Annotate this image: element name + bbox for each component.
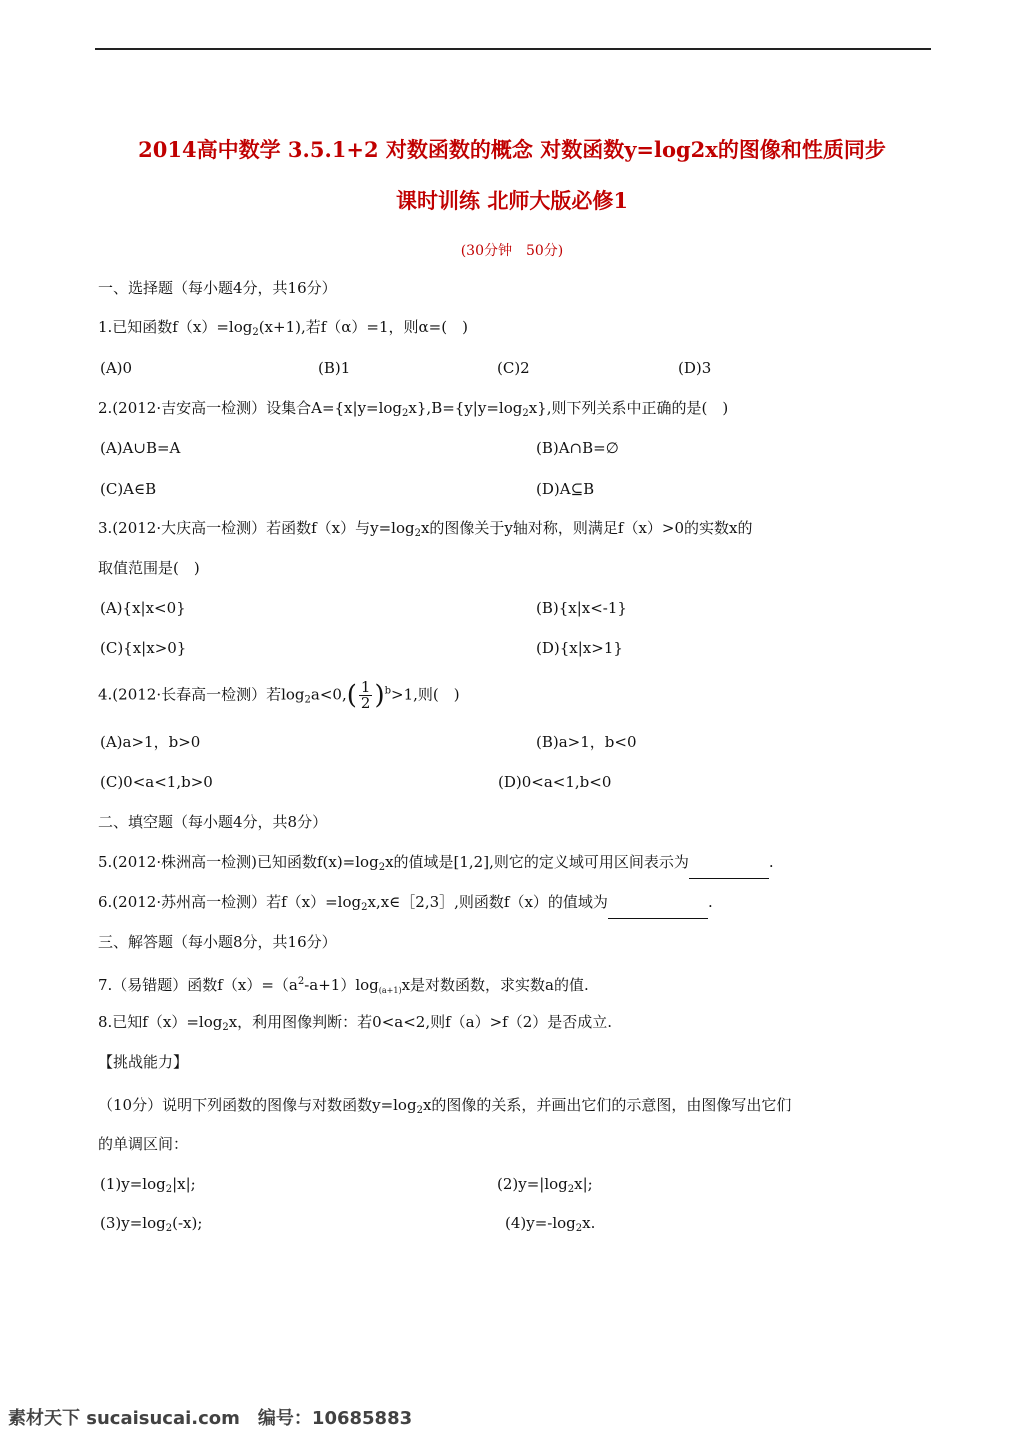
q3-option-b: (B){x|x<-1}	[536, 599, 627, 617]
q1-stem: 1.已知函数$f(x)=\log_2(x+1)$,若f（α）=1，则α=( )	[98, 318, 468, 338]
q5-stem: 5.(2012·株洲高一检测)已知函数$f(x)=\log_2x$的值域是[1,2],则它的定义域可用区间表示为 .	[98, 851, 774, 879]
q2-option-b: (B)A∩B=∅	[536, 439, 619, 457]
challenge-intro: （10分）说明下列函数的图像与对数函数$y=\log_2x$的图像的关系，并画出它们的示意图，由图像写出它们	[98, 1096, 792, 1116]
q3-option-c: (C){x|x>0}	[100, 639, 187, 657]
answer-blank	[689, 862, 769, 879]
challenge-item-4: $(4)y=-\log_2x$.	[505, 1214, 596, 1234]
q4-option-d: (D)0<a<1,b<0	[498, 773, 612, 791]
q8-stem: 8.已知$f(x)=\log_2x$，利用图像判断：若0<a<2,则f（a）>f（2）是否成立.	[98, 1013, 613, 1033]
q4-option-a: (A)a>1，b>0	[100, 733, 201, 751]
q3-option-a: (A){x|x<0}	[100, 599, 186, 617]
answer-blank	[608, 902, 708, 919]
doc-subtitle: (30分钟 50分)	[460, 243, 564, 259]
section1-heading: 一、选择题（每小题4分，共16分）	[98, 279, 337, 297]
challenge-item-1: $(1)y=\log_2|x|$;	[100, 1175, 196, 1195]
challenge-heading: 【挑战能力】	[98, 1053, 189, 1071]
challenge-item-2: $(2)y=|\log_2x|$;	[497, 1175, 593, 1195]
q1-option-c: (C)2	[497, 359, 530, 377]
doc-title-line2: 课时训练 北师大版必修1	[396, 188, 628, 213]
doc-title-line1: 2014高中数学 3.5.1+2 对数函数的概念 对数函数y=log2x的图像和性质同步	[138, 137, 886, 162]
fraction-one-half: $\frac{1}{2}$	[360, 678, 371, 712]
section3-heading: 三、解答题（每小题8分，共16分）	[98, 933, 337, 951]
q1-option-a: (A)0	[100, 359, 133, 377]
q3-option-d: (D){x|x>1}	[536, 639, 623, 657]
q4-option-b: (B)a>1，b<0	[536, 733, 637, 751]
q3-stem-line2: 取值范围是( )	[98, 559, 200, 577]
q6-stem: 6.(2012·苏州高一检测）若$f(x)=\log_2x,x\in[2,3]$,则函数f（x）的值域为 .	[98, 891, 713, 919]
q2-option-c: (C)A∈B	[100, 480, 157, 498]
challenge-item-3: $(3)y=\log_2(-x)$;	[100, 1214, 203, 1234]
challenge-intro-line2: 的单调区间：	[98, 1135, 189, 1153]
watermark: 素材天下 sucaisucai.com 编号：10685883	[8, 1408, 413, 1429]
q1-option-d: (D)3	[678, 359, 712, 377]
q1-option-b: (B)1	[318, 359, 351, 377]
q2-option-a: (A)A∪B=A	[100, 439, 181, 457]
q2-stem: 2.(2012·吉安高一检测）设集合$A=\{x|y=\log_2x\},B=\{y|y=\log_2x\}$,则下列关系中正确的是( )	[98, 399, 729, 419]
q3-stem: 3.(2012·大庆高一检测）若函数f（x）与$y=\log_2x$的图像关于y轴对称，则满足f（x）>0的实数x的	[98, 519, 753, 539]
q2-option-d: (D)A⊆B	[536, 480, 595, 498]
q7-stem: 7.（易错题）函数$f(x)=(a^2-a+1)\log_{(a+1)}x$是对数函数，求实数a的值.	[98, 976, 589, 995]
header-rule	[95, 48, 931, 50]
section2-heading: 二、填空题（每小题4分，共8分）	[98, 813, 328, 831]
q4-stem: 4.(2012·长春高一检测）若$\log_2a<0$,( $\frac{1}{2}$ )$^b$>1,则( )	[98, 678, 460, 712]
q4-option-c: (C)0<a<1,b>0	[100, 773, 213, 791]
